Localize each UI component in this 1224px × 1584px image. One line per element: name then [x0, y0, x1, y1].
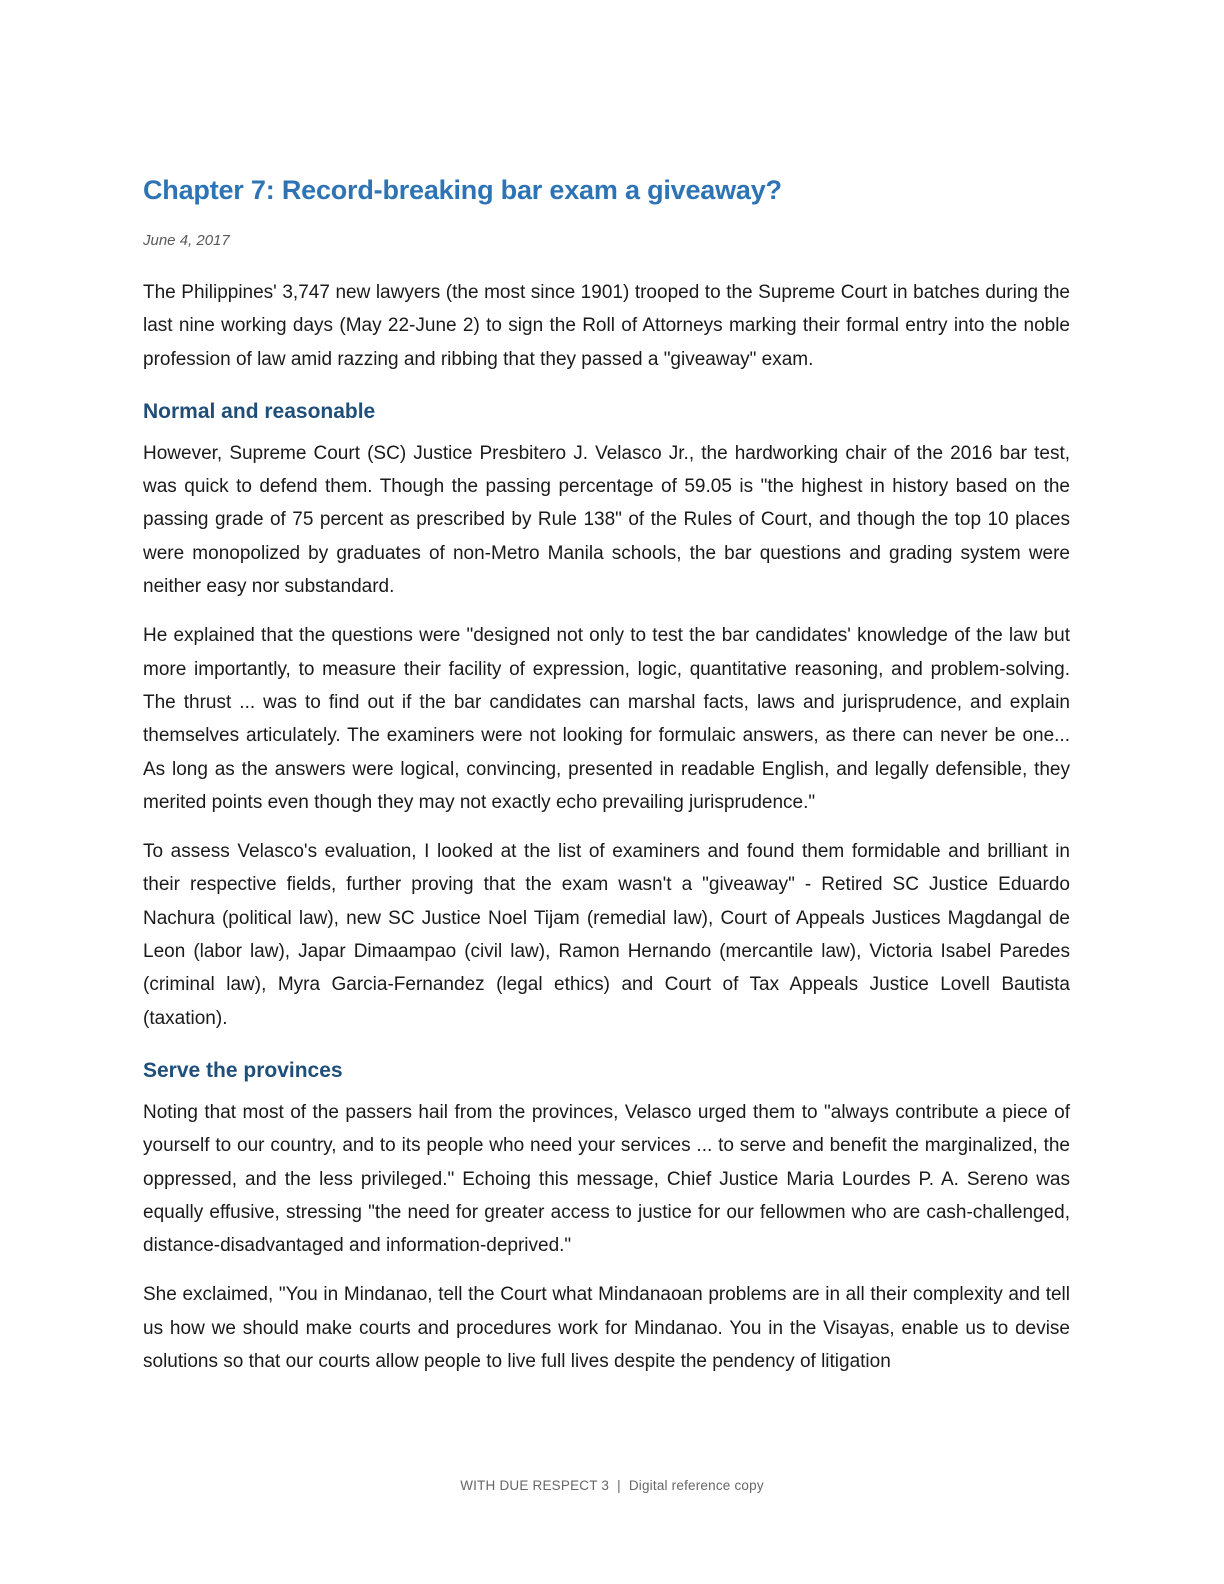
- paragraph-examiners: To assess Velasco's evaluation, I looked at the list of examiners and found them formidable and brilliant in their respective fields, further proving that the exam wasn't a "giveaway" - Retired SC Justice Eduardo Nachura (political law), new SC Justice Noel Tijam (remedial law), Court of Appeals Justices Magdangal de Leon (labor law), Japar Dimaampao (civil law), Ramon Hernando (mercantile law), Victoria Isabel Paredes (criminal law), Myra Garcia-Fernandez (legal ethics) and Court of Tax Appeals Justice Lovell Bautista (taxation).: [143, 841, 1070, 1029]
- page-footer: [0, 1478, 1224, 1493]
- document-page: [143, 170, 1070, 1378]
- chapter-date: June 4, 2017: [143, 232, 230, 249]
- footer-separator: |: [617, 1478, 621, 1493]
- section-heading-serve-the-provinces: Serve the provinces: [143, 1058, 343, 1082]
- footer-book-page: WITH DUE RESPECT 3: [460, 1478, 610, 1493]
- section-heading-normal-and-reasonable: Normal and reasonable: [143, 399, 376, 423]
- chapter-title: Chapter 7: Record-breaking bar exam a giveaway?: [143, 175, 782, 205]
- paragraph-serve-provinces: Noting that most of the passers hail from the provinces, Velasco urged them to "always contribute a piece of yourself to our country, and to its people who need your services ... to serve and benefit the marginalized, the oppressed, and the less privileged." Echoing this message, Chief Justice Maria Lourdes P. A. Sereno was equally effusive, stressing "the need for greater access to justice for our fellowmen who are cash-challenged, distance-disadvantaged and information-deprived.": [143, 1101, 1070, 1257]
- paragraph-questions-design: He explained that the questions were "designed not only to test the bar candidates' knowledge of the law but more importantly, to measure their facility of expression, logic, quantitative reasoning, and problem-solving. The thrust ... was to find out if the bar candidates can marshal facts, laws and jurisprudence, and explain themselves articulately. The examiners were not looking for formulaic answers, as there can never be one... As long as the answers were logical, convincing, presented in readable English, and legally defensible, they merited points even though they may not exactly echo prevailing jurisprudence.": [143, 625, 1070, 813]
- footer-copy-note: Digital reference copy: [628, 1478, 764, 1493]
- paragraph-intro: The Philippines' 3,747 new lawyers (the most since 1901) trooped to the Supreme Court in batches during the last nine working days (May 22-June 2) to sign the Roll of Attorneys marking their formal entry into the noble profession of law amid razzing and ribbing that they passed a "giveaway" exam.: [143, 282, 1070, 370]
- paragraph-velasco-defense: However, Supreme Court (SC) Justice Presbitero J. Velasco Jr., the hardworking chair of the 2016 bar test, was quick to defend them. Though the passing percentage of 59.05 is "the highest in history based on the passing grade of 75 percent as prescribed by Rule 138" of the Rules of Court, and though the top 10 places were monopolized by graduates of non-Metro Manila schools, the bar questions and grading system were neither easy nor substandard.: [143, 442, 1070, 598]
- paragraph-sereno-quote: She exclaimed, "You in Mindanao, tell the Court what Mindanaoan problems are in all their complexity and tell us how we should make courts and procedures work for Mindanao. You in the Visayas, enable us to devise solutions so that our courts allow people to live full lives despite the pendency of litigation: [143, 1284, 1070, 1373]
